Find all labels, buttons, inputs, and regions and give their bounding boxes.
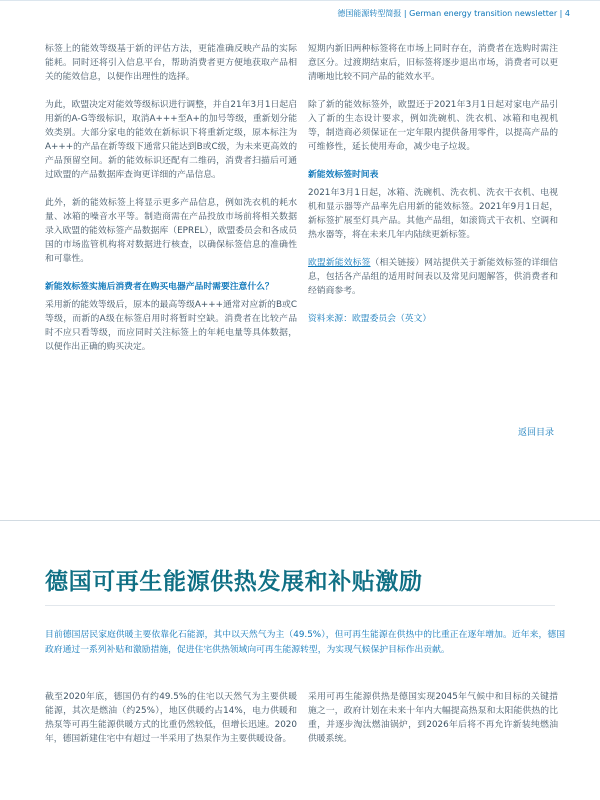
header-title: 德国能源转型简报 | German energy transition newsletter [337,9,558,18]
left-paragraph-1: 标签上的能效等级基于新的评估方法，更能准确反映产品的实际能耗。同时还将引入信息平台，帮助消费者更方便地获取产品相关的能效信息，以便作出理性的选择。 [45,44,297,82]
left-paragraph-2: 为此，欧盟决定对能效等级标识进行调整，并自21年3月1日起启用新的A-G等级标识，取消A+++至A+的加号等级，重新划分能效类别。大部分家电的能效在新标识下将重新定级，原本标注为A+++的产品在新等级下通常只能达到B或C级，为未来更高效的产品预留空间。新的能效标识还配有二维码，消费者扫描后可通过欧盟的产品数据库查询更详细的产品信息。 [45,100,297,180]
section-lead: 目前德国居民家庭供暖主要依靠化石能源，其中以天然气为主（49.5%），但可再生能源在供热中的比重正在逐年增加。近年来，德国政府通过一系列补贴和激励措施，促进住宅供热领域向可再生能源转型，为实现气候保护目标作出贡献。 [45,630,565,655]
right-paragraph-2: 除了新的能效标签外，欧盟还于2021年3月1日起对家电产品引入了新的生态设计要求，例如洗碗机、洗衣机、冰箱和电视机等，制造商必须保证在一定年限内提供备用零件，以提高产品的可维修性，延长使用寿命，减少电子垃圾。 [308,100,558,152]
left-subheading: 新能效标签实施后消费者在购买电器产品时需要注意什么？ [45,282,274,292]
back-to-contents-link[interactable]: 返回目录 [517,428,554,438]
section-title: 德国可再生能源供热发展和补贴激励 [45,569,423,595]
left-paragraph-3: 此外，新的能效标签上将显示更多产品信息，例如洗衣机的耗水量、冰箱的噪音水平等。制造商需在产品投放市场前将相关数据录入欧盟的能效标签产品数据库（EPREL），欧盟委员会和各成员国的市场监管机构将对数据进行核查，以确保标签信息的准确性和可靠性。 [45,198,297,264]
header-separator: | [559,9,565,18]
right-paragraph-1: 短期内新旧两种标签将在市场上同时存在，消费者在选购时需注意区分。过渡期结束后，旧标签将逐步退出市场，消费者可以更清晰地比较不同产品的能效水平。 [308,44,558,82]
right-paragraph-3: 2021年3月1日起，冰箱、洗碗机、洗衣机、洗衣干衣机、电视机和显示器等产品率先启用新的能效标签。2021年9月1日起，新标签扩展至灯具产品。其他产品组，如滚筒式干衣机、空调和热水器等，将在未来几年内陆续更新标签。 [308,188,558,240]
right-paragraph-4-text: （相关链接）网站提供关于新能效标签的详细信息，包括各产品组的适用时间表以及常见问题解答，供消费者和经销商参考。 [308,258,558,296]
bottom-right-column [308,690,558,746]
left-column [45,42,297,354]
bottom-left-paragraph: 截至2020年底，德国仍有约49.5%的住宅以天然气为主要供暖能源，其次是燃油（约25%），地区供暖约占14%，电力供暖和热泵等可再生能源供暖方式的比重仍然较低，但增长迅速。2020年，德国新建住宅中有超过一半采用了热泵作为主要供暖设备。 [45,692,297,744]
right-column [308,42,558,326]
bottom-left-column [45,690,297,746]
header-rule [0,0,600,1]
right-paragraph-4 [308,256,558,298]
bottom-right-paragraph: 采用可再生能源供热是德国实现2045年气候中和目标的关键措施之一，政府计划在未来十年内大幅提高热泵和太阳能供热的比重，并逐步淘汰燃油锅炉，到2026年后将不再允许新装纯燃油供暖系统。 [308,692,558,744]
source-link[interactable]: 资料来源：欧盟委员会（英文） [308,314,432,324]
page-number: 4 [564,9,570,18]
eu-label-link[interactable]: 欧盟新能效标签 [308,258,371,268]
right-subheading: 新能效标签时间表 [308,170,379,180]
left-paragraph-4: 采用新的能效等级后，原本的最高等级A+++通常对应新的B或C等级，而新的A级在标签启用时将暂时空缺。消费者在比较产品时不应只看等级，而应同时关注标签上的年耗电量等具体数据，以便作出正确的购买决定。 [45,300,297,352]
section-divider [0,520,600,521]
title-underline [45,605,555,606]
page-header [337,8,570,19]
